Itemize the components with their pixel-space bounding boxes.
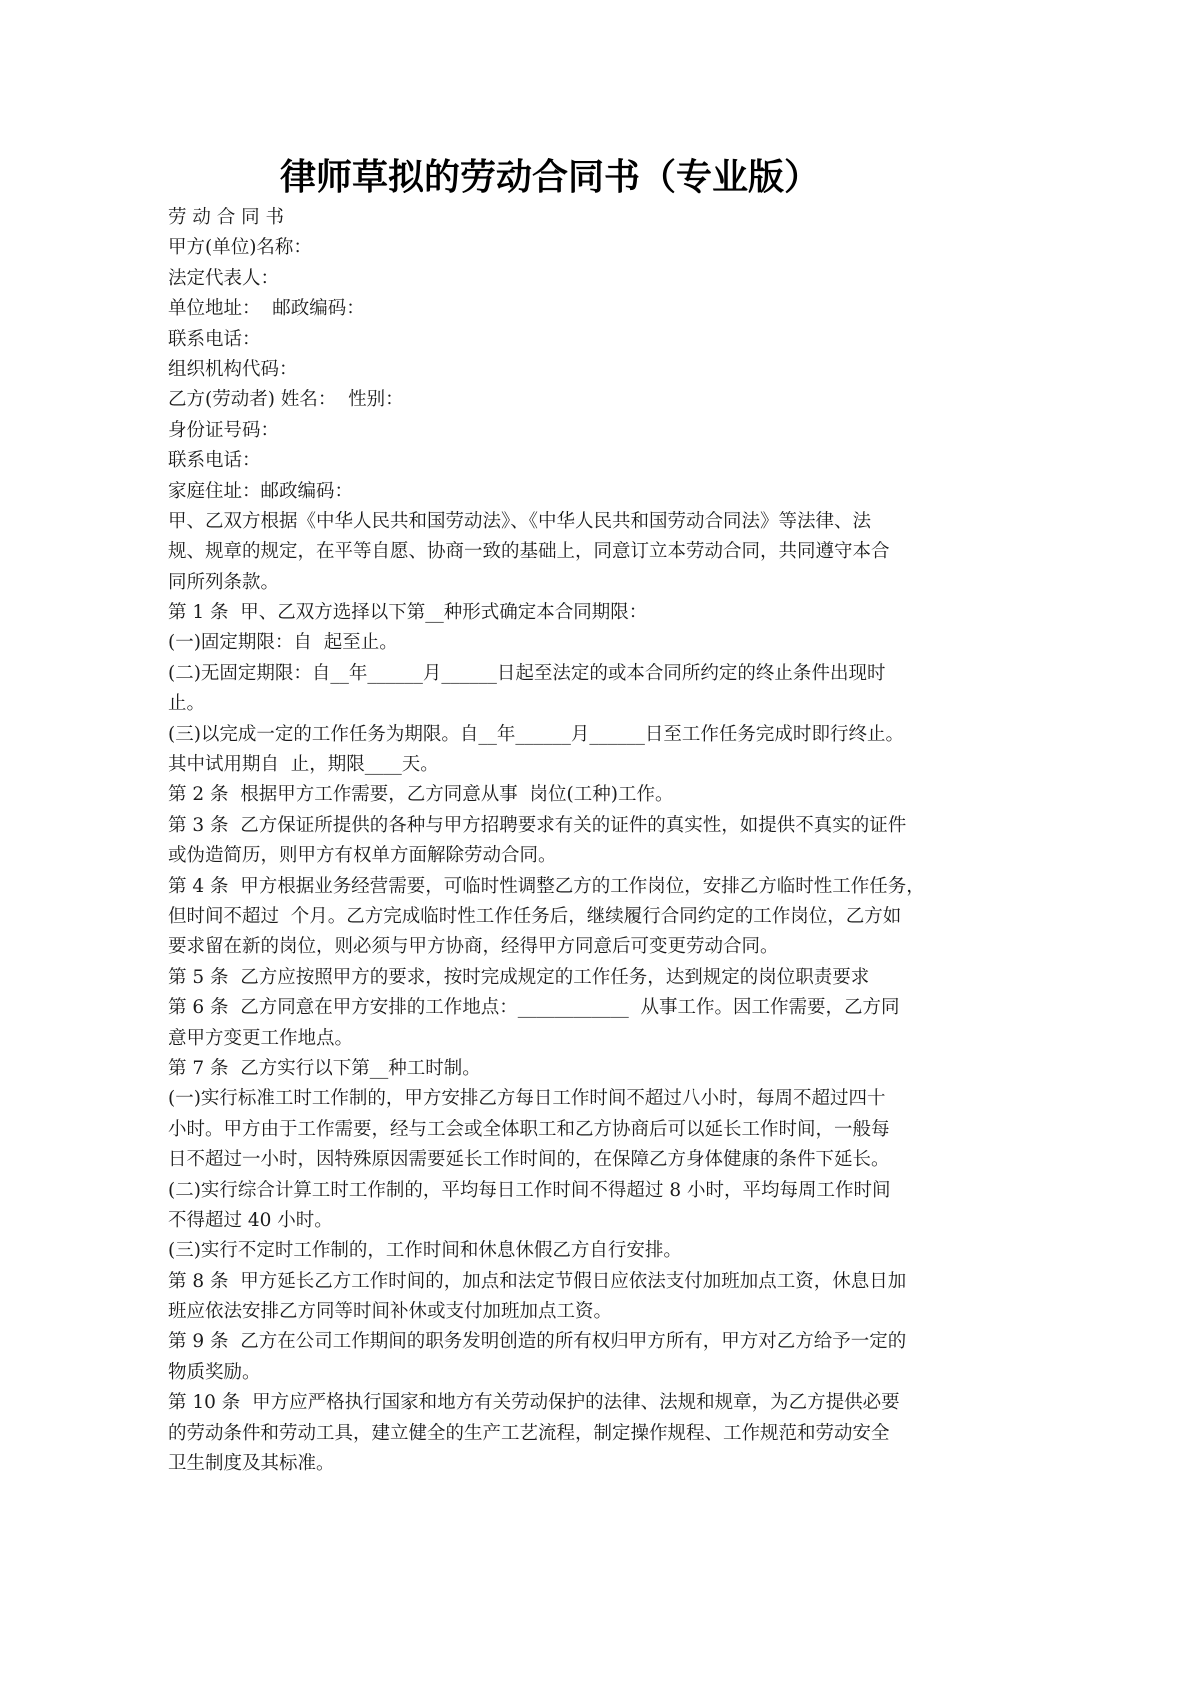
article-9-line: 第 9 条 乙方在公司工作期间的职务发明创造的所有权归甲方所有，甲方对乙方给予一定的	[168, 1331, 907, 1353]
article-3-line: 第 3 条 乙方保证所提供的各种与甲方招聘要求有关的证件的真实性，如提供不真实的证件	[168, 814, 907, 836]
article-4-line: 第 4 条 甲方根据业务经营需要，可临时性调整乙方的工作岗位，安排乙方临时性工作任务，	[168, 875, 925, 897]
article-2-line: 第 2 条 根据甲方工作需要，乙方同意从事 岗位(工种)工作。	[168, 784, 674, 806]
preamble-line: 甲、乙双方根据《中华人民共和国劳动法》、《中华人民共和国劳动合同法》等法律、法	[168, 510, 872, 532]
article-1-line: 止。	[168, 693, 206, 715]
article-1-line: (二)无固定期限：自__年______月______日起至法定的或本合同所约定的终止条件出现时	[168, 662, 886, 684]
article-1-line: 第 1 条 甲、乙双方选择以下第__种形式确定本合同期限：	[168, 602, 648, 624]
article-7-line: (一)实行标准工时工作制的，甲方安排乙方每日工作时间不超过八小时，每周不超过四十	[168, 1088, 886, 1110]
article-6-line: 第 6 条 乙方同意在甲方安排的工作地点：____________ 从事工作。因工作需要，乙方同	[168, 997, 900, 1019]
article-5-line: 第 5 条 乙方应按照甲方的要求，按时完成规定的工作任务，达到规定的岗位职责要求	[168, 966, 870, 988]
article-7-line: (三)实行不定时工作制的，工作时间和休息休假乙方自行安排。	[168, 1240, 682, 1262]
preamble-line: 同所列条款。	[168, 571, 280, 593]
article-3-line: 或伪造简历，则甲方有权单方面解除劳动合同。	[168, 845, 557, 867]
document-body	[168, 203, 948, 1479]
party-a-name-line: 甲方(单位)名称：	[168, 237, 312, 259]
article-1-line: (一)固定期限：自 起至止。	[168, 632, 398, 654]
home-address-line: 家庭住址：邮政编码：	[168, 480, 354, 502]
preamble-line: 规、规章的规定，在平等自愿、协商一致的基础上，同意订立本劳动合同，共同遵守本合	[168, 541, 890, 563]
article-1-line: (三)以完成一定的工作任务为期限。自__年______月______日至工作任务完成时即行终止。	[168, 723, 904, 745]
article-7-line: 第 7 条 乙方实行以下第__种工时制。	[168, 1057, 481, 1079]
legal-representative-line: 法定代表人：	[168, 267, 280, 289]
article-8-line: 第 8 条 甲方延长乙方工作时间的，加点和法定节假日应依法支付加班加点工资，休息日加	[168, 1270, 907, 1292]
article-7-line: 小时。甲方由于工作需要，经与工会或全体职工和乙方协商后可以延长工作时间，一般每	[168, 1118, 890, 1140]
organization-code-line: 组织机构代码：	[168, 358, 298, 380]
id-number-line: 身份证号码：	[168, 419, 280, 441]
article-4-line: 但时间不超过 个月。乙方完成临时性工作任务后，继续履行合同约定的工作岗位，乙方如	[168, 905, 902, 927]
article-6-line: 意甲方变更工作地点。	[168, 1027, 354, 1049]
article-10-line: 第 10 条 甲方应严格执行国家和地方有关劳动保护的法律、法规和规章，为乙方提供必要	[168, 1392, 900, 1414]
article-1-line: 其中试用期自 止，期限____天。	[168, 754, 439, 776]
article-4-line: 要求留在新的岗位，则必须与甲方协商，经得甲方同意后可变更劳动合同。	[168, 936, 779, 958]
article-9-line: 物质奖励。	[168, 1361, 261, 1383]
party-b-name-line: 乙方(劳动者) 姓名： 性别：	[168, 389, 404, 411]
party-a-phone-line: 联系电话：	[168, 328, 261, 350]
article-10-line: 的劳动条件和劳动工具，建立健全的生产工艺流程，制定操作规程、工作规范和劳动安全	[168, 1422, 890, 1444]
article-10-line: 卫生制度及其标准。	[168, 1453, 335, 1475]
party-a-address-line: 单位地址： 邮政编码：	[168, 298, 365, 320]
article-7-line: (二)实行综合计算工时工作制的，平均每日工作时间不得超过 8 小时，平均每周工作时间	[168, 1179, 891, 1201]
article-8-line: 班应依法安排乙方同等时间补休或支付加班加点工资。	[168, 1301, 613, 1323]
document-title: 律师草拟的劳动合同书（专业版）	[279, 157, 820, 198]
party-b-phone-line: 联系电话：	[168, 450, 261, 472]
subtitle-line: 劳 动 合 同 书	[168, 207, 285, 228]
article-7-line: 不得超过 40 小时。	[168, 1209, 333, 1231]
article-7-line: 日不超过一小时，因特殊原因需要延长工作时间的，在保障乙方身体健康的条件下延长。	[168, 1149, 890, 1171]
